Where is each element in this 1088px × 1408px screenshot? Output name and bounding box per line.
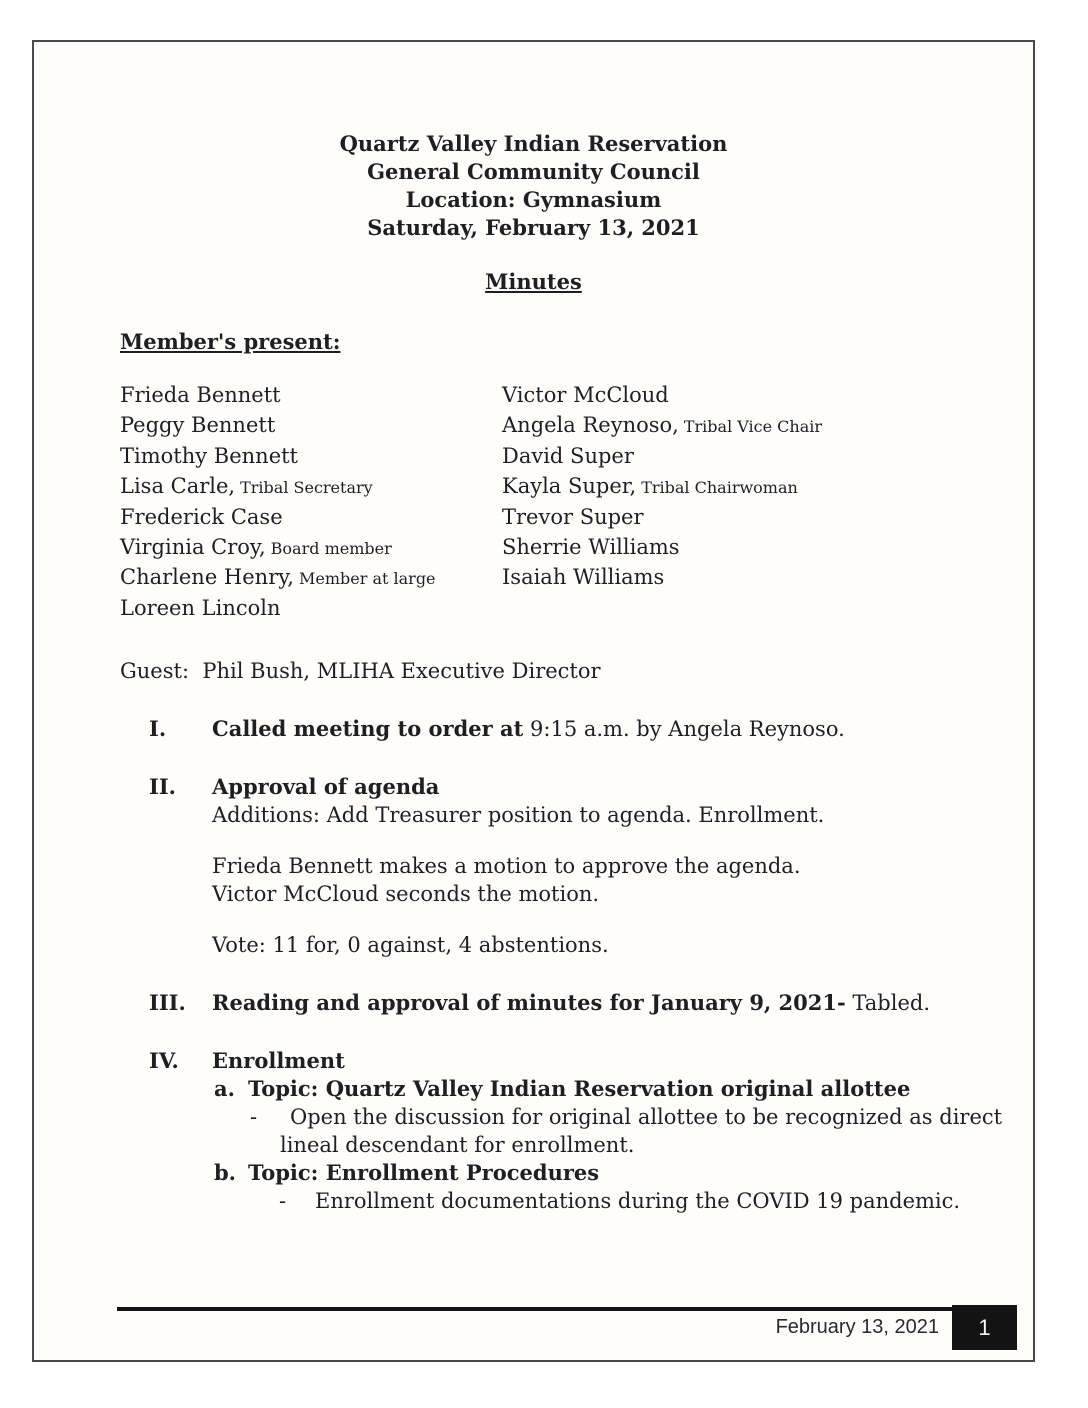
agenda-additions-line: Additions: Add Treasurer position to agenda. Enrollment. (212, 803, 825, 828)
agenda-numeral: IV. (149, 1048, 179, 1074)
scanned-minutes-page (32, 40, 1035, 1362)
subitem-topic: Topic: Enrollment Procedures (248, 1160, 600, 1186)
agenda-item-body (212, 1047, 1033, 1215)
agenda-motion-line: Frieda Bennett makes a motion to approve the agenda. (212, 854, 801, 879)
header-council-line: General Community Council (367, 159, 700, 184)
agenda-item-heading: Approval of agenda (212, 774, 440, 800)
member-row: Virginia Croy, Board member (120, 535, 392, 560)
member-row: Angela Reynoso, Tribal Vice Chair (502, 413, 823, 438)
agenda-second-line: Victor McCloud seconds the motion. (212, 882, 600, 907)
agenda-numeral: III. (149, 990, 186, 1016)
agenda-item-heading: Enrollment (212, 1048, 345, 1074)
bullet-text: Enrollment documentations during the COVID 19 pandemic. (315, 1189, 961, 1214)
member-row: Frederick Case (120, 504, 283, 529)
agenda-item-body: Reading and approval of minutes for January 9, 2021- Tabled. (212, 990, 930, 1016)
member-row: Kayla Super, Tribal Chairwoman (502, 474, 798, 499)
agenda-numeral: II. (149, 774, 176, 800)
page-number-badge: 1 (952, 1305, 1017, 1350)
dash-glyph: - (279, 1189, 287, 1214)
agenda-item-1 (149, 715, 1033, 743)
agenda-item-2 (149, 773, 1033, 959)
header-org-line: Quartz Valley Indian Reservation (339, 131, 728, 156)
members-column-right (502, 381, 1033, 624)
member-row: Peggy Bennett (120, 413, 276, 438)
guest-line: Guest: Phil Bush, MLIHA Executive Director (120, 659, 601, 684)
members-present-heading: Member's present: (120, 329, 341, 354)
subitem-letter: a. (214, 1076, 235, 1102)
agenda-vote-line: Vote: 11 for, 0 against, 4 abstentions. (212, 933, 609, 958)
member-row: Timothy Bennett (120, 443, 298, 468)
members-list (120, 381, 1033, 624)
members-column-left (120, 381, 502, 624)
member-row: Frieda Bennett (120, 383, 281, 407)
agenda-item-body (212, 773, 1033, 959)
agenda-item-4 (149, 1047, 1033, 1215)
header-location-line: Location: Gymnasium (405, 187, 662, 212)
document-header (34, 130, 1033, 242)
member-row: Lisa Carle, Tribal Secretary (120, 474, 373, 499)
member-row: Charlene Henry, Member at large (120, 565, 436, 590)
member-row: Trevor Super (502, 504, 644, 529)
agenda-item-3 (149, 989, 1033, 1017)
subitem-topic: Topic: Quartz Valley Indian Reservation original allottee (248, 1076, 911, 1102)
dash-glyph: - (250, 1105, 258, 1130)
member-row: Sherrie Williams (502, 535, 680, 560)
bullet-text: Open the discussion for original allottee to be recognized as direct (290, 1105, 1003, 1130)
agenda-subitem-a (212, 1075, 1033, 1103)
bullet-line-continued: lineal descendant for enrollment. (280, 1133, 635, 1158)
member-row: Loreen Lincoln (120, 595, 281, 620)
header-date-line: Saturday, February 13, 2021 (367, 215, 700, 240)
footer-rule (117, 1307, 952, 1311)
member-row: Isaiah Williams (502, 565, 665, 590)
agenda-item-body: Called meeting to order at 9:15 a.m. by Angela Reynoso. (212, 716, 845, 742)
agenda-numeral: I. (149, 716, 167, 742)
minutes-heading: Minutes (485, 269, 582, 294)
bullet-line (212, 1187, 1033, 1215)
member-row: David Super (502, 443, 634, 468)
member-row: Victor McCloud (502, 383, 669, 407)
footer-date: February 13, 2021 (775, 1316, 939, 1338)
subitem-letter: b. (214, 1160, 236, 1186)
bullet-line (212, 1103, 1033, 1131)
agenda-subitem-b (212, 1159, 1033, 1187)
